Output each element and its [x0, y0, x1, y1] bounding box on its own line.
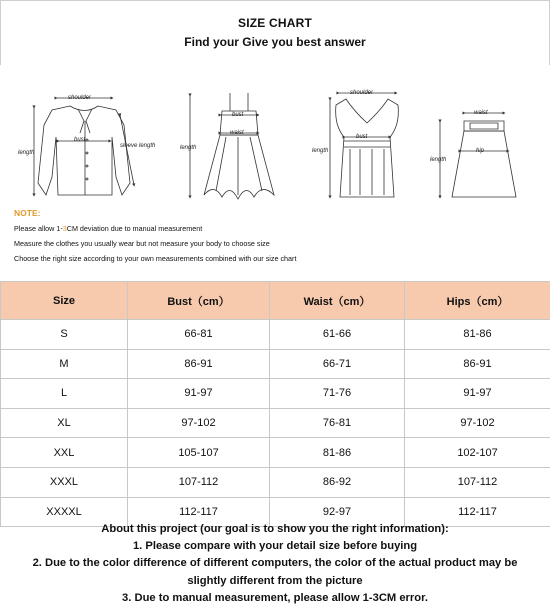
size-cell: XXL [1, 438, 128, 468]
vest-bust-label: bust [356, 134, 368, 140]
shirt-sleeve-label: sleeve length [120, 143, 156, 149]
table-row [1, 438, 550, 468]
skirt-hip-label: hip [476, 148, 485, 154]
skirt-waist-label: waist [474, 110, 488, 116]
about-line-3: 2. Due to the color difference of different computers, the color of the actual product may be [32, 557, 518, 570]
bust-cell: 107-112 [128, 467, 270, 497]
dress-waist-label: waist [230, 130, 244, 136]
about-section [0, 521, 550, 607]
shirt-shoulder-label: shoulder [68, 95, 92, 101]
shirt-icon [38, 106, 130, 195]
skirt-icon [452, 121, 516, 197]
about-line-2: 1. Please compare with your detail size before buying [132, 540, 418, 553]
note-line-1-highlight: 3 [62, 224, 67, 233]
about-line-1: About this project (our goal is to show you the right information): [101, 523, 449, 535]
dress-length-label: length [180, 145, 197, 151]
waist-cell: 92-97 [270, 497, 405, 527]
table-row [1, 379, 550, 409]
hips-cell: 102-107 [405, 438, 550, 468]
note-line-2: Measure the clothes you usually wear but not measure your body to choose size [14, 239, 270, 248]
hips-cell: 112-117 [405, 497, 550, 527]
hips-cell: 81-86 [405, 320, 550, 350]
waist-cell: 76-81 [270, 408, 405, 438]
size-chart-header [0, 0, 550, 66]
size-cell: XXXL [1, 467, 128, 497]
table-row [1, 408, 550, 438]
size-table [0, 281, 550, 527]
bust-cell: 112-117 [128, 497, 270, 527]
dress-icon [204, 93, 274, 199]
table-header-row [1, 282, 550, 320]
about-line-4: slightly different from the picture [187, 574, 363, 587]
dress-bust-label: bust [232, 112, 244, 118]
table-row [1, 467, 550, 497]
note-line-1 [14, 224, 202, 233]
size-cell: M [1, 349, 128, 379]
hips-cell: 107-112 [405, 467, 550, 497]
size-cell: S [1, 320, 128, 350]
note-line-3: Choose the right size according to your own measurements combined with our size chart [14, 254, 297, 263]
waist-cell: 81-86 [270, 438, 405, 468]
bust-cell: 105-107 [128, 438, 270, 468]
table-row [1, 320, 550, 350]
shirt-bust-label: bust [74, 137, 86, 143]
hips-cell: 97-102 [405, 408, 550, 438]
size-cell: XXXXL [1, 497, 128, 527]
hips-cell: 91-97 [405, 379, 550, 409]
page-title: SIZE CHART [238, 16, 312, 30]
header-bust: Bust（cm） [128, 282, 270, 320]
header-size: Size [1, 282, 128, 320]
note-line-1-end: CM deviation due to manual measurement [66, 224, 203, 233]
page-subtitle: Find your Give you best answer [184, 35, 366, 49]
about-line-5: 3. Due to manual measurement, please allow 1-3CM error. [122, 591, 428, 604]
header-waist: Waist（cm） [270, 282, 405, 320]
waist-cell: 66-71 [270, 349, 405, 379]
header-hips: Hips（cm） [405, 282, 550, 320]
shirt-length-label: length [18, 150, 35, 156]
table-row [1, 349, 550, 379]
waist-cell: 86-92 [270, 467, 405, 497]
bust-cell: 91-97 [128, 379, 270, 409]
note-title: NOTE: [14, 208, 41, 218]
note-line-1-start: Please allow 1- [14, 224, 63, 233]
vest-shoulder-label: shoulder [350, 90, 374, 96]
waist-cell: 71-76 [270, 379, 405, 409]
vest-length-label: length [312, 148, 329, 154]
bust-cell: 86-91 [128, 349, 270, 379]
hips-cell: 86-91 [405, 349, 550, 379]
size-cell: L [1, 379, 128, 409]
skirt-length-label: length [430, 157, 447, 163]
bust-cell: 97-102 [128, 408, 270, 438]
bust-cell: 66-81 [128, 320, 270, 350]
waist-cell: 61-66 [270, 320, 405, 350]
size-cell: XL [1, 408, 128, 438]
vest-icon [336, 99, 399, 197]
